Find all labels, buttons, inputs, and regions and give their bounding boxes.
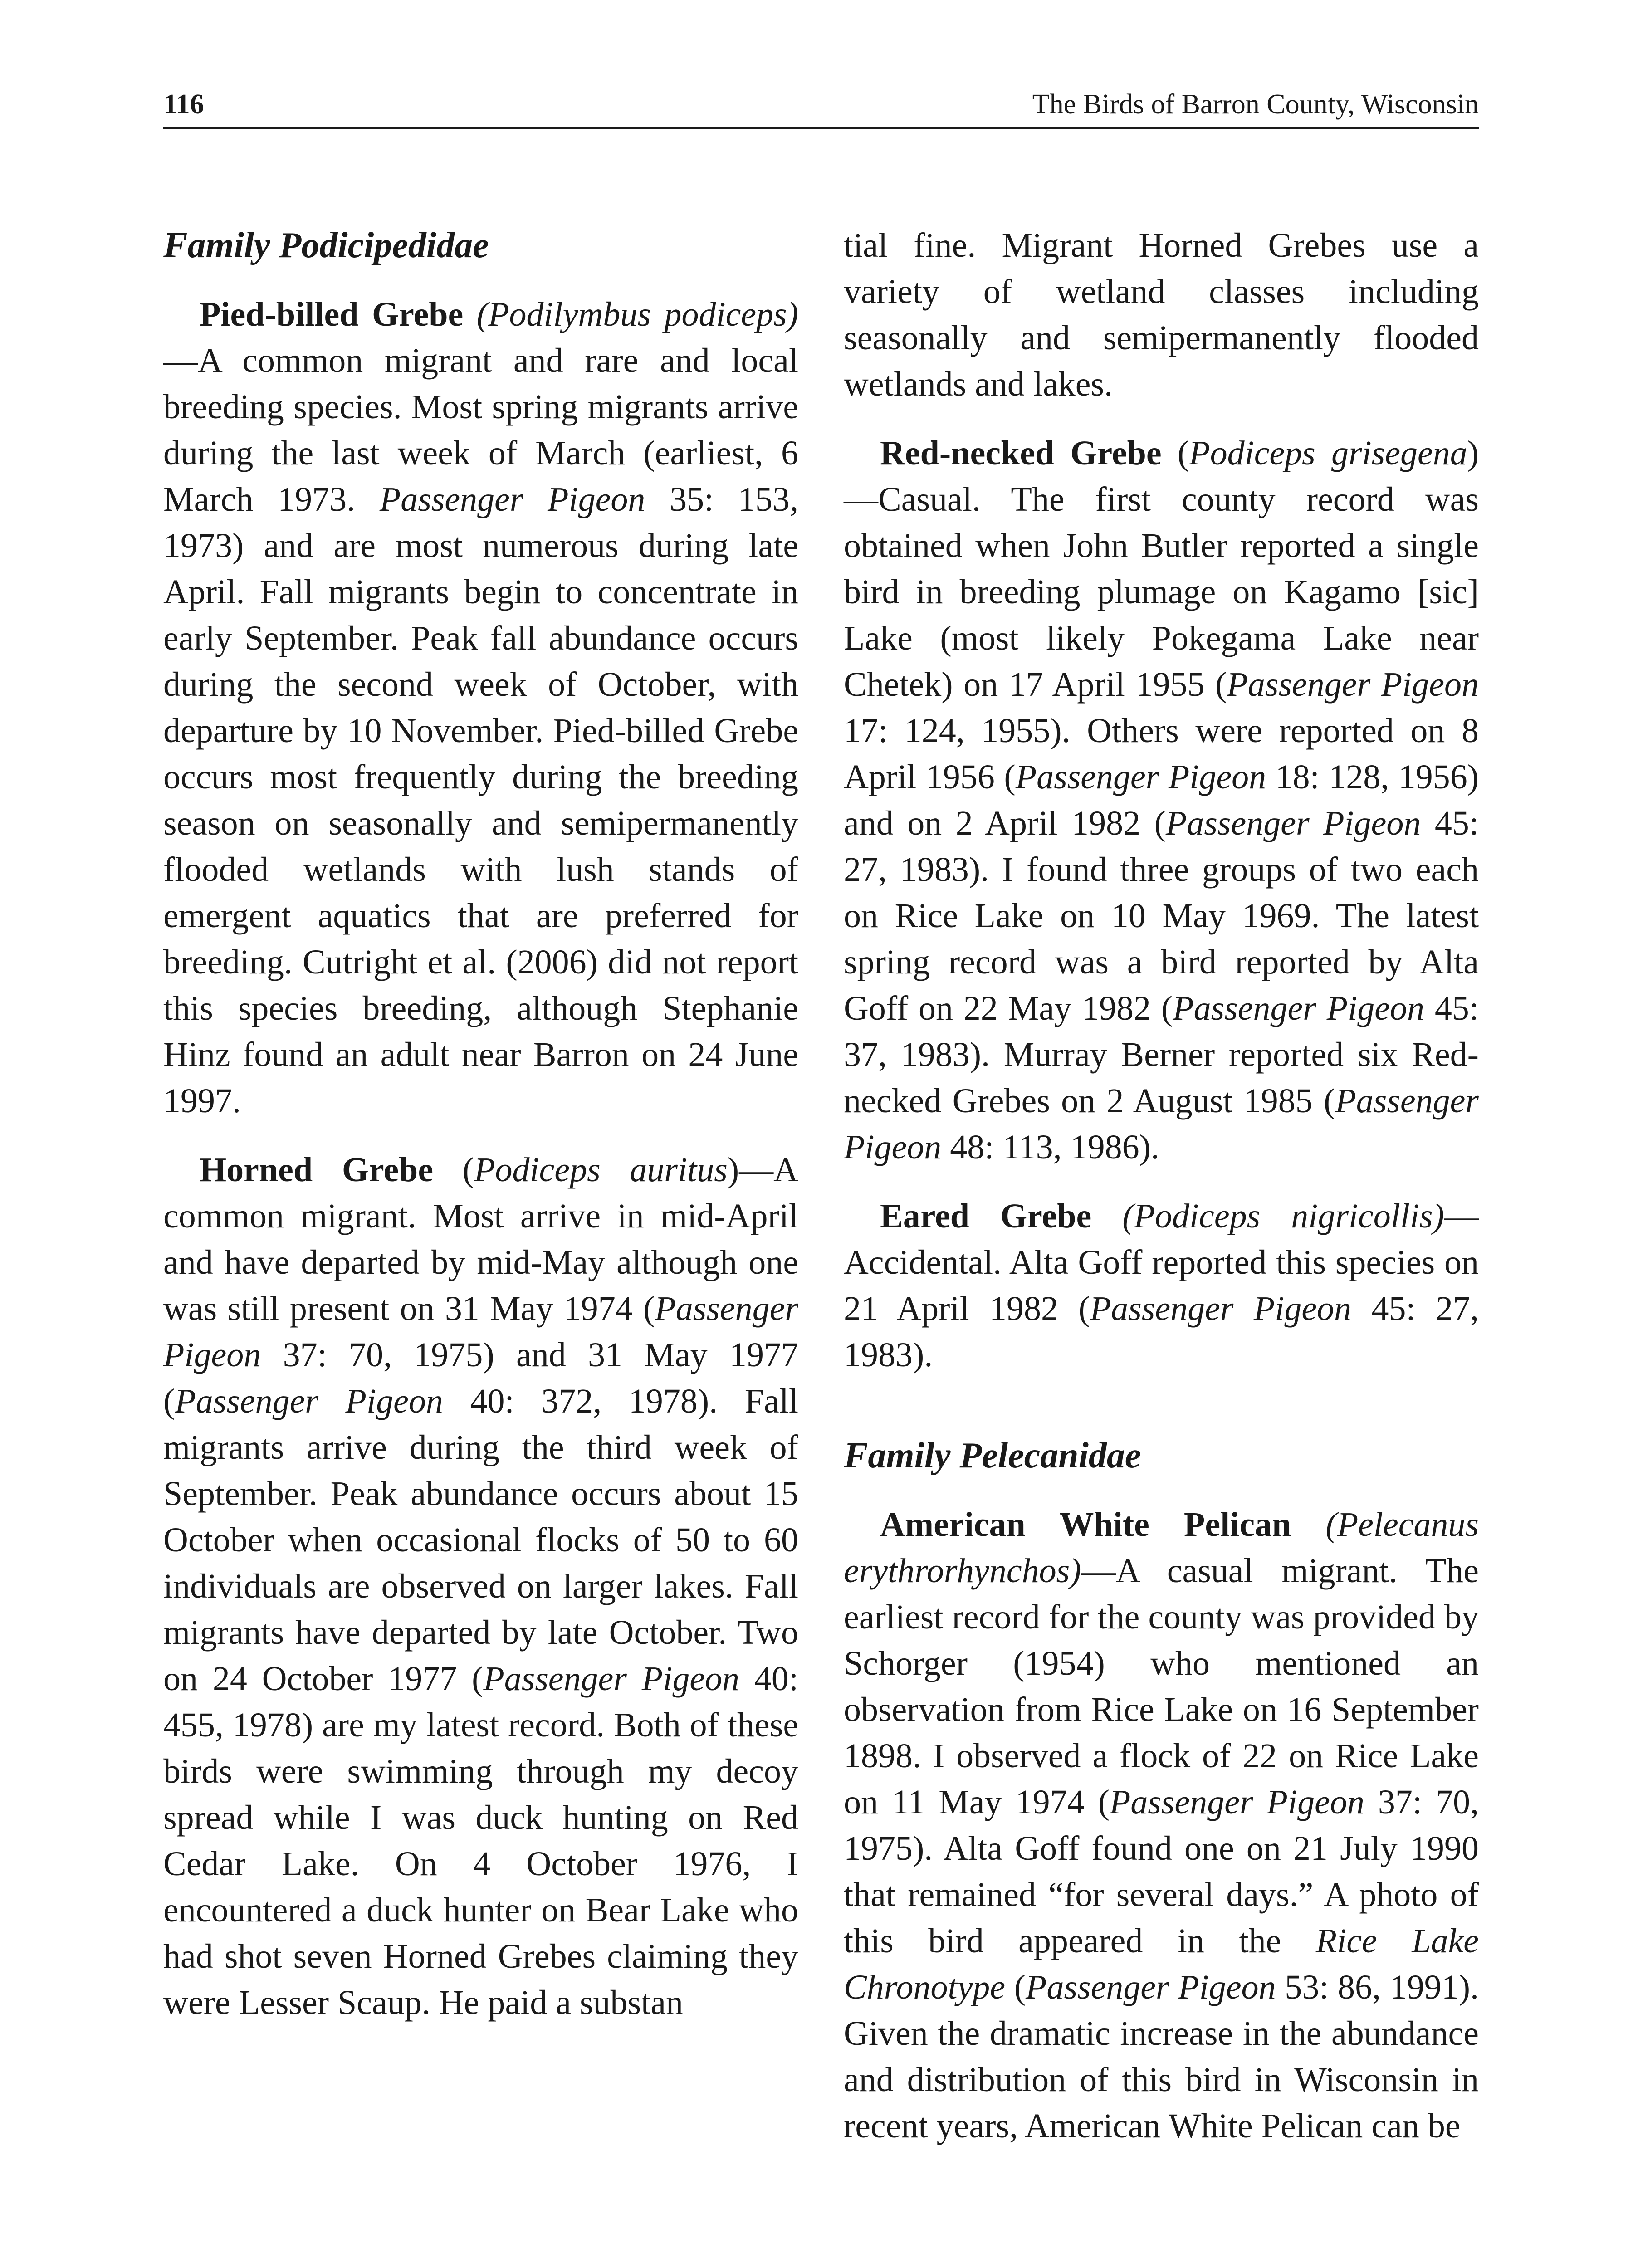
entry-text: —Casual. The first county record was obtained when John Butler reported a single bird in breeding plumage on Kagamo [sic] Lake (most likely Pokegama Lake near Chetek) on 17 April 1955 ( — [844, 480, 1479, 704]
species-entry-american-white-pelican — [844, 1501, 1479, 2149]
paren: ( — [433, 1151, 474, 1189]
species-entry-horned-grebe-continued: tial fine. Migrant Horned Grebes use a variety of wetland classes including seasonally and semipermanently flooded wetlands and lakes. — [844, 226, 1479, 403]
scientific-name: Podiceps grisegena — [1189, 434, 1467, 472]
entry-text: ( — [1005, 1968, 1026, 2006]
entry-text: 48: 113, 1986). — [941, 1128, 1159, 1166]
entry-text: 35: 153, 1973) and are most numerous during late April. Fall migrants begin to concentrate in early September. Peak fall abundance occurs during the second week of October, with departure by 10 November. Pied-billed Grebe occurs most frequently during the breeding season on seasonally and semipermanently flooded wetlands with lush stands of emergent aquatics that are preferred for breeding. Cutright et al. (2006) did not report this species breeding, although Stephanie Hinz found an adult near Barron on 24 June 1997. — [163, 480, 799, 1120]
running-head — [163, 86, 1479, 129]
family-heading-podicipedidae: Family Podicipedidae — [163, 225, 489, 265]
entry-text: 37: 70, 1975) and 31 May 1977 ( — [163, 1336, 798, 1420]
entry-text: 17: 124, 1955). Others were reported on 8 April 1956 ( — [844, 712, 1479, 796]
journal-citation: Passenger Pigeon — [175, 1382, 443, 1420]
journal-citation: Passenger Pigeon — [1227, 665, 1479, 704]
journal-citation: Passenger Pigeon — [1165, 804, 1421, 842]
journal-citation: Passenger Pigeon — [1109, 1783, 1364, 1821]
species-name: Red-necked Grebe — [880, 434, 1162, 472]
entry-text: —A common migrant. Most arrive in mid-April and have departed by mid-May although one was still present on 31 May 1974 ( — [163, 1151, 799, 1328]
journal-citation: Passenger Pigeon — [483, 1660, 740, 1698]
entry-text: 40: 372, 1978). Fall migrants arrive during the third week of September. Peak abundance occurs about 15 October when occasional flocks of 50 to 60 individuals are observed on larger lakes. Fall migrants have departed by late October. Two on 24 October 1977 ( — [163, 1382, 799, 1698]
entry-text: 53: 86, 1991). Given the dramatic increase in the abundance and distribution of this bird in Wisconsin in recent years, American White Pelican can be — [844, 1968, 1479, 2145]
species-entry-red-necked-grebe — [844, 430, 1479, 1170]
species-entry-pied-billed-grebe — [163, 291, 798, 1124]
scientific-name: Podiceps auritus — [474, 1151, 728, 1189]
journal-citation: Passenger Pigeon — [163, 1290, 798, 1374]
species-name: Eared Grebe — [880, 1197, 1092, 1235]
species-name: American White Pelican — [880, 1505, 1291, 1544]
scientific-name: (Podilymbus podiceps) — [476, 295, 799, 333]
entry-text: —A casual migrant. The earliest record for the county was provided by Schorger (1954) who mentioned an observation from Rice Lake on 16 September 1898. I observed a flock of 22 on Rice Lake on 11 May 1974 ( — [844, 1552, 1479, 1821]
newspaper-title: Rice Lake Chronotype — [844, 1922, 1479, 2006]
page-number: 116 — [163, 89, 204, 120]
paren: ) — [1467, 434, 1479, 472]
entry-text: 40: 455, 1978) are my latest record. Both of these birds were swimming through my decoy spread while I was duck hunting on Red Cedar Lake. On 4 October 1976, I encountered a duck hunter on Bear Lake who had shot seven Horned Grebes claiming they were Lesser Scaup. He paid a substan — [163, 1660, 798, 2022]
running-title: The Birds of Barron County, Wisconsin — [1032, 89, 1479, 120]
scientific-name: (Pelecanus erythrorhynchos) — [844, 1505, 1479, 1590]
journal-citation: Passenger Pigeon — [1026, 1968, 1276, 2006]
right-column — [844, 222, 1479, 2172]
journal-citation: Passenger Pigeon — [379, 480, 645, 518]
entry-text: 37: 70, 1975). Alta Goff found one on 21 July 1990 that remained “for several days.” A photo of this bird appeared in the — [844, 1783, 1479, 1960]
entry-text: 45: 27, 1983). I found three groups of two each on Rice Lake on 10 May 1969. The latest spring record was a bird reported by Alta Goff on 22 May 1982 ( — [844, 804, 1479, 1027]
entry-text: —Accidental. Alta Goff reported this species on 21 April 1982 ( — [844, 1197, 1479, 1328]
scientific-name: (Podiceps nigricollis) — [1091, 1197, 1444, 1235]
family-heading-pelecanidae: Family Pelecanidae — [844, 1436, 1141, 1476]
species-entry-eared-grebe — [844, 1193, 1479, 1378]
paren: ) — [727, 1151, 739, 1189]
species-name: Pied-billed Grebe — [200, 295, 464, 333]
entry-text: 45: 27, 1983). — [844, 1290, 1479, 1374]
journal-citation: Passenger Pigeon — [1173, 989, 1424, 1027]
journal-citation: Passenger Pigeon — [1090, 1290, 1352, 1328]
paren: ( — [1161, 434, 1189, 472]
entry-text: 45: 37, 1983). Murray Berner reported six Red-necked Grebes on 2 August 1985 ( — [844, 989, 1479, 1120]
entry-text: 18: 128, 1956) and on 2 April 1982 ( — [844, 758, 1479, 842]
species-name: Horned Grebe — [200, 1151, 434, 1189]
journal-citation: Passenger Pigeon — [844, 1082, 1479, 1166]
left-column — [163, 222, 798, 2048]
entry-text: —A common migrant and rare and local breeding species. Most spring migrants arrive during the last week of March (earliest, 6 March 1973. — [163, 342, 798, 518]
journal-citation: Passenger Pigeon — [1015, 758, 1266, 796]
species-entry-horned-grebe — [163, 1147, 798, 2026]
